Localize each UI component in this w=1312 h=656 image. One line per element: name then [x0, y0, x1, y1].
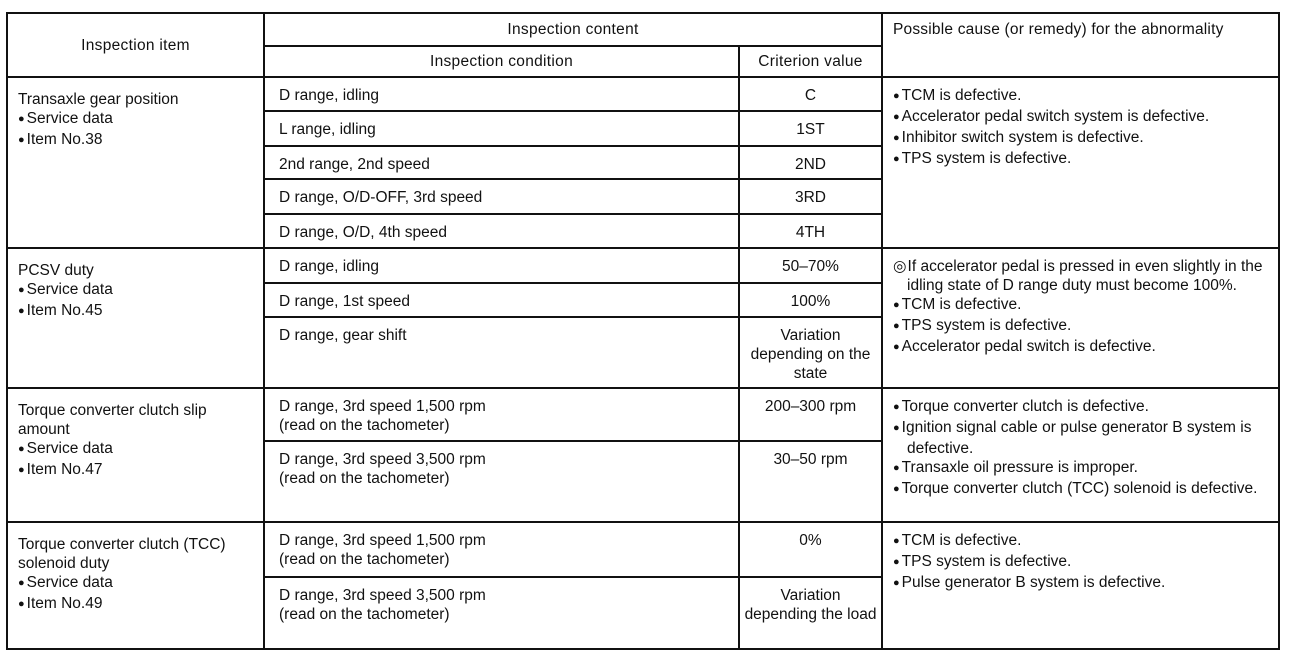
condition-text: D range, 3rd speed 1,500 rpm [279, 398, 486, 416]
cause-item: ● Pulse generator B system is defective. [893, 573, 1272, 594]
cause-item: ● TCM is defective. [893, 86, 1272, 107]
condition-text: D range, 1st speed [279, 292, 410, 310]
header-inspection-condition: Inspection condition [264, 46, 739, 77]
cause-item: ● Torque converter clutch is defective. [893, 397, 1272, 418]
criterion-cell: 1ST [739, 111, 882, 145]
criterion-cell: Variation depending on the state [739, 317, 882, 388]
condition-text: D range, gear shift [279, 327, 407, 345]
condition-text: D range, idling [279, 258, 379, 276]
condition-text: D range, O/D-OFF, 3rd speed [279, 189, 483, 207]
item-title: Transaxle gear position [18, 91, 179, 108]
item-sub: ● Service data [18, 573, 259, 594]
cause-item: ● Accelerator pedal switch system is defective. [893, 107, 1272, 128]
criterion-cell: 0% [739, 522, 882, 577]
item-title: PCSV duty [18, 262, 94, 280]
inspection-table [6, 12, 1280, 650]
cause-item: ● TPS system is defective. [893, 149, 1272, 170]
condition-cell [264, 388, 739, 441]
criterion-cell: C [739, 77, 882, 111]
cause-item: ● Accelerator pedal switch is defective. [893, 337, 1272, 358]
cause-cell [882, 248, 1279, 388]
cause-cell [882, 522, 1279, 649]
criterion-cell: 2ND [739, 146, 882, 179]
header-inspection-item: Inspection item [7, 13, 264, 77]
criterion-cell: 4TH [739, 214, 882, 248]
condition-cell [264, 283, 739, 317]
item-sub: ● Item No.38 [18, 130, 259, 151]
condition-text: (read on the tachometer) [279, 417, 450, 435]
condition-cell [264, 77, 739, 111]
cause-item: ● TCM is defective. [893, 295, 1272, 316]
condition-text: (read on the tachometer) [279, 551, 450, 569]
condition-cell [264, 317, 739, 388]
condition-text: D range, O/D, 4th speed [279, 223, 448, 241]
cause-cell [882, 388, 1279, 522]
item-sub: ● Item No.49 [18, 594, 259, 615]
item-cell-pcsv-duty [7, 248, 264, 388]
condition-cell [264, 577, 739, 649]
condition-text: D range, idling [279, 87, 379, 104]
header-criterion-value: Criterion value [739, 46, 882, 77]
condition-cell [264, 214, 739, 248]
condition-text: D range, 3rd speed 3,500 rpm [279, 450, 486, 468]
condition-cell [264, 441, 739, 522]
condition-cell [264, 179, 739, 213]
cause-cell [882, 77, 1279, 248]
cause-item: ● TCM is defective. [893, 531, 1272, 552]
condition-cell [264, 248, 739, 282]
cause-item: ● Ignition signal cable or pulse generator B system is defective. [893, 418, 1272, 458]
item-sub: ● Service data [18, 439, 259, 460]
item-title: Torque converter clutch (TCC) solenoid duty [18, 536, 226, 573]
item-cell-tcc-solenoid-duty [7, 522, 264, 649]
cause-item: ● TPS system is defective. [893, 552, 1272, 573]
criterion-cell: 100% [739, 283, 882, 317]
header-possible-cause: Possible cause (or remedy) for the abnormality [882, 13, 1279, 77]
condition-text: D range, 3rd speed 3,500 rpm [279, 586, 486, 604]
item-sub: ● Item No.45 [18, 301, 259, 322]
criterion-cell: 200–300 rpm [739, 388, 882, 441]
cause-note: ◎ If accelerator pedal is pressed in even slightly in the idling state of D range duty must become 100%. [893, 257, 1272, 295]
cause-item: ● TPS system is defective. [893, 316, 1272, 337]
condition-text: (read on the tachometer) [279, 469, 450, 487]
header-inspection-content: Inspection content [264, 13, 882, 46]
condition-text: L range, idling [279, 121, 376, 139]
criterion-cell: 50–70% [739, 248, 882, 282]
item-sub: ● Service data [18, 109, 259, 130]
criterion-cell: 3RD [739, 179, 882, 213]
condition-cell [264, 146, 739, 179]
item-sub: ● Item No.47 [18, 460, 259, 481]
item-cell-transaxle-gear-position [7, 77, 264, 248]
criterion-cell: 30–50 rpm [739, 441, 882, 522]
item-title: Torque converter clutch slip amount [18, 402, 207, 439]
condition-text: 2nd range, 2nd speed [279, 155, 430, 173]
cause-item: ● Transaxle oil pressure is improper. [893, 458, 1272, 479]
condition-text: (read on the tachometer) [279, 605, 450, 623]
condition-text: D range, 3rd speed 1,500 rpm [279, 532, 486, 550]
condition-cell [264, 522, 739, 577]
item-sub: ● Service data [18, 280, 259, 301]
condition-cell [264, 111, 739, 145]
criterion-cell: Variation depending the load [739, 577, 882, 649]
cause-item: ● Torque converter clutch (TCC) solenoid is defective. [893, 479, 1272, 500]
item-cell-tcc-slip-amount [7, 388, 264, 522]
cause-item: ● Inhibitor switch system is defective. [893, 128, 1272, 149]
